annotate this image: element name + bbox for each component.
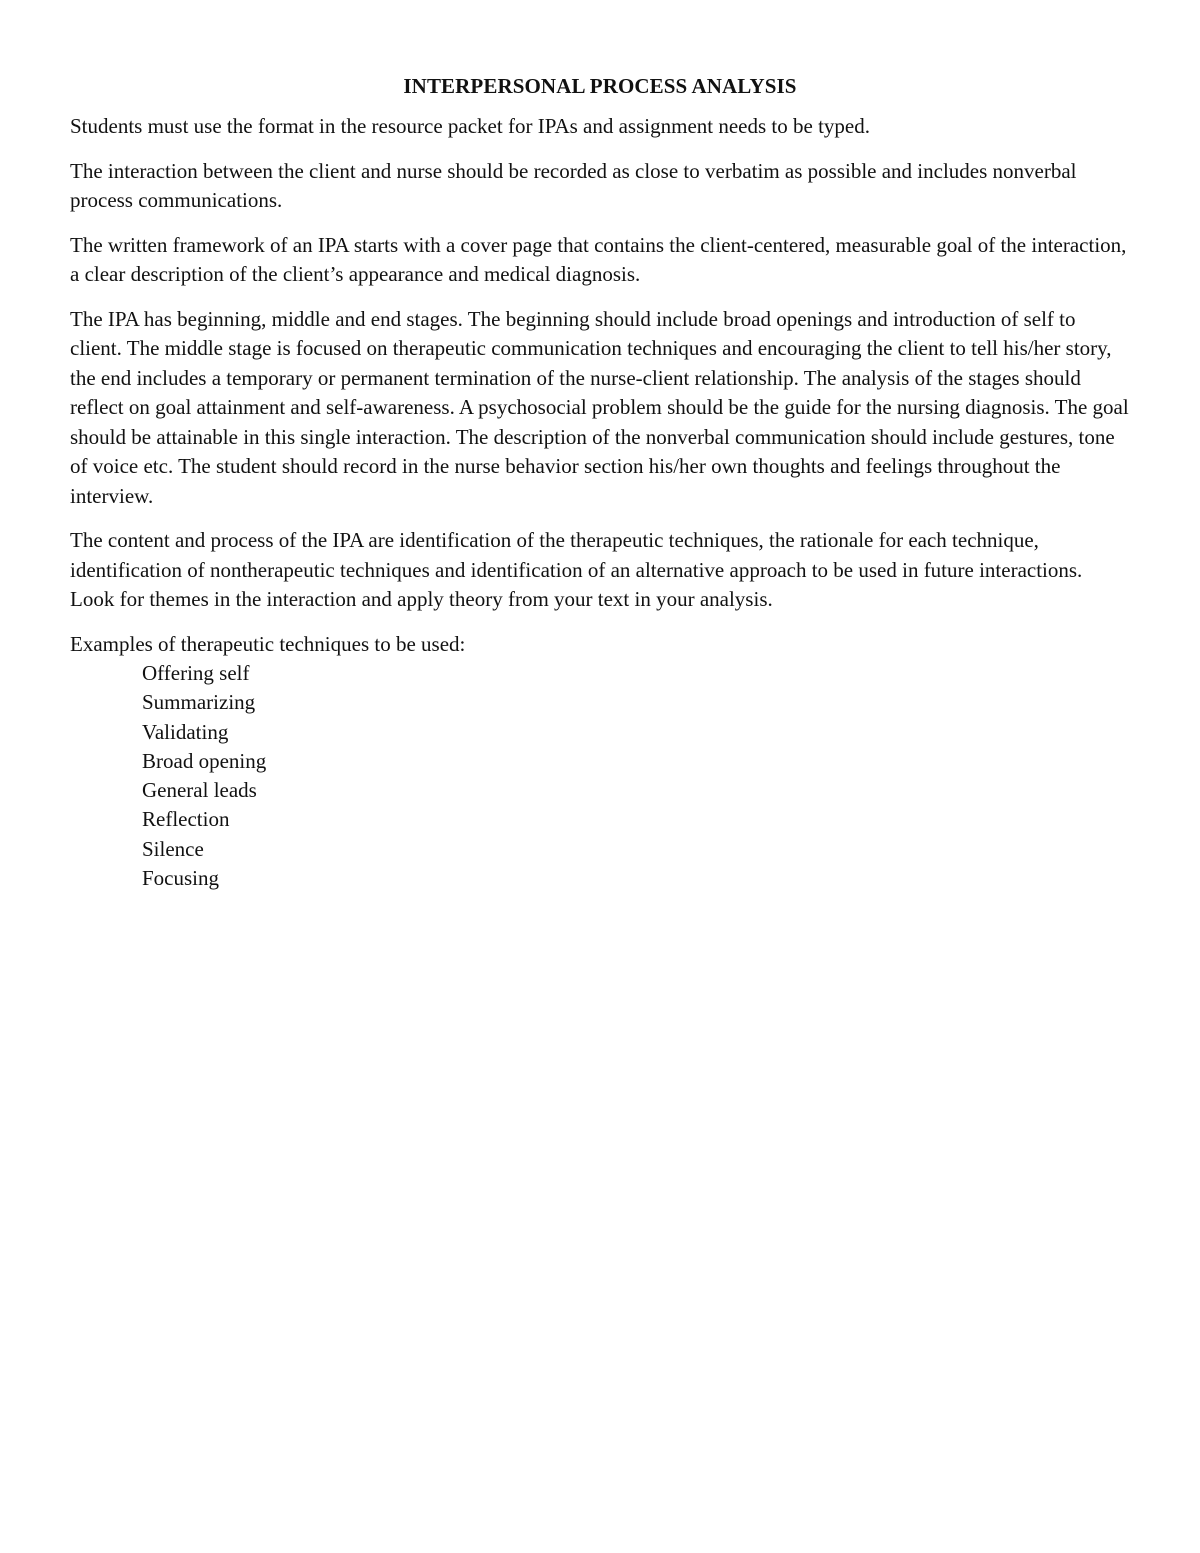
paragraph-framework: The written framework of an IPA starts with a cover page that contains the client-centered, measurable goal of the interaction, a clear description of the client’s appearance and medical diagnosis. xyxy=(70,232,1127,286)
list-item: Silence xyxy=(142,836,204,861)
list-item: Reflection xyxy=(142,807,230,832)
document-title: INTERPERSONAL PROCESS ANALYSIS xyxy=(403,74,797,98)
list-item: Offering self xyxy=(142,661,250,685)
list-item: Validating xyxy=(142,719,229,744)
paragraph-interaction: The interaction between the client and nurse should be recorded as close to verbatim as possible and includes nonverbal process communications. xyxy=(70,158,1077,212)
document-page xyxy=(70,72,1130,893)
list-item: Broad opening xyxy=(142,748,267,773)
paragraph-stages: The IPA has beginning, middle and end stages. The beginning should include broad openings and introduction of self to client. The middle stage is focused on therapeutic communication techniques and encouraging the client to tell his/her story, the end includes a temporary or permanent termination of the nurse-client relationship. The analysis of the stages should reflect on goal attainment and self-awareness. A psychosocial problem should be the guide for the nursing diagnosis. The goal should be attainable in this single interaction. The description of the nonverbal communication should include gestures, tone of voice etc. The student should record in the nurse behavior section his/her own thoughts and feelings throughout the interview. xyxy=(70,306,1129,508)
techniques-list xyxy=(70,659,1130,893)
list-item: Summarizing xyxy=(142,690,256,715)
techniques-intro: Examples of therapeutic techniques to be used: xyxy=(70,631,466,656)
paragraph-content-process: The content and process of the IPA are identification of the therapeutic techniques, the rationale for each technique, identification of nontherapeutic techniques and identification of an alternative approach to be used in future interactions. Look for themes in the interaction and apply theory from your text in your analysis. xyxy=(70,528,1083,611)
list-item: Focusing xyxy=(142,866,220,891)
list-item: General leads xyxy=(142,778,257,803)
paragraph-format: Students must use the format in the resource packet for IPAs and assignment needs to be typed. xyxy=(70,114,870,138)
